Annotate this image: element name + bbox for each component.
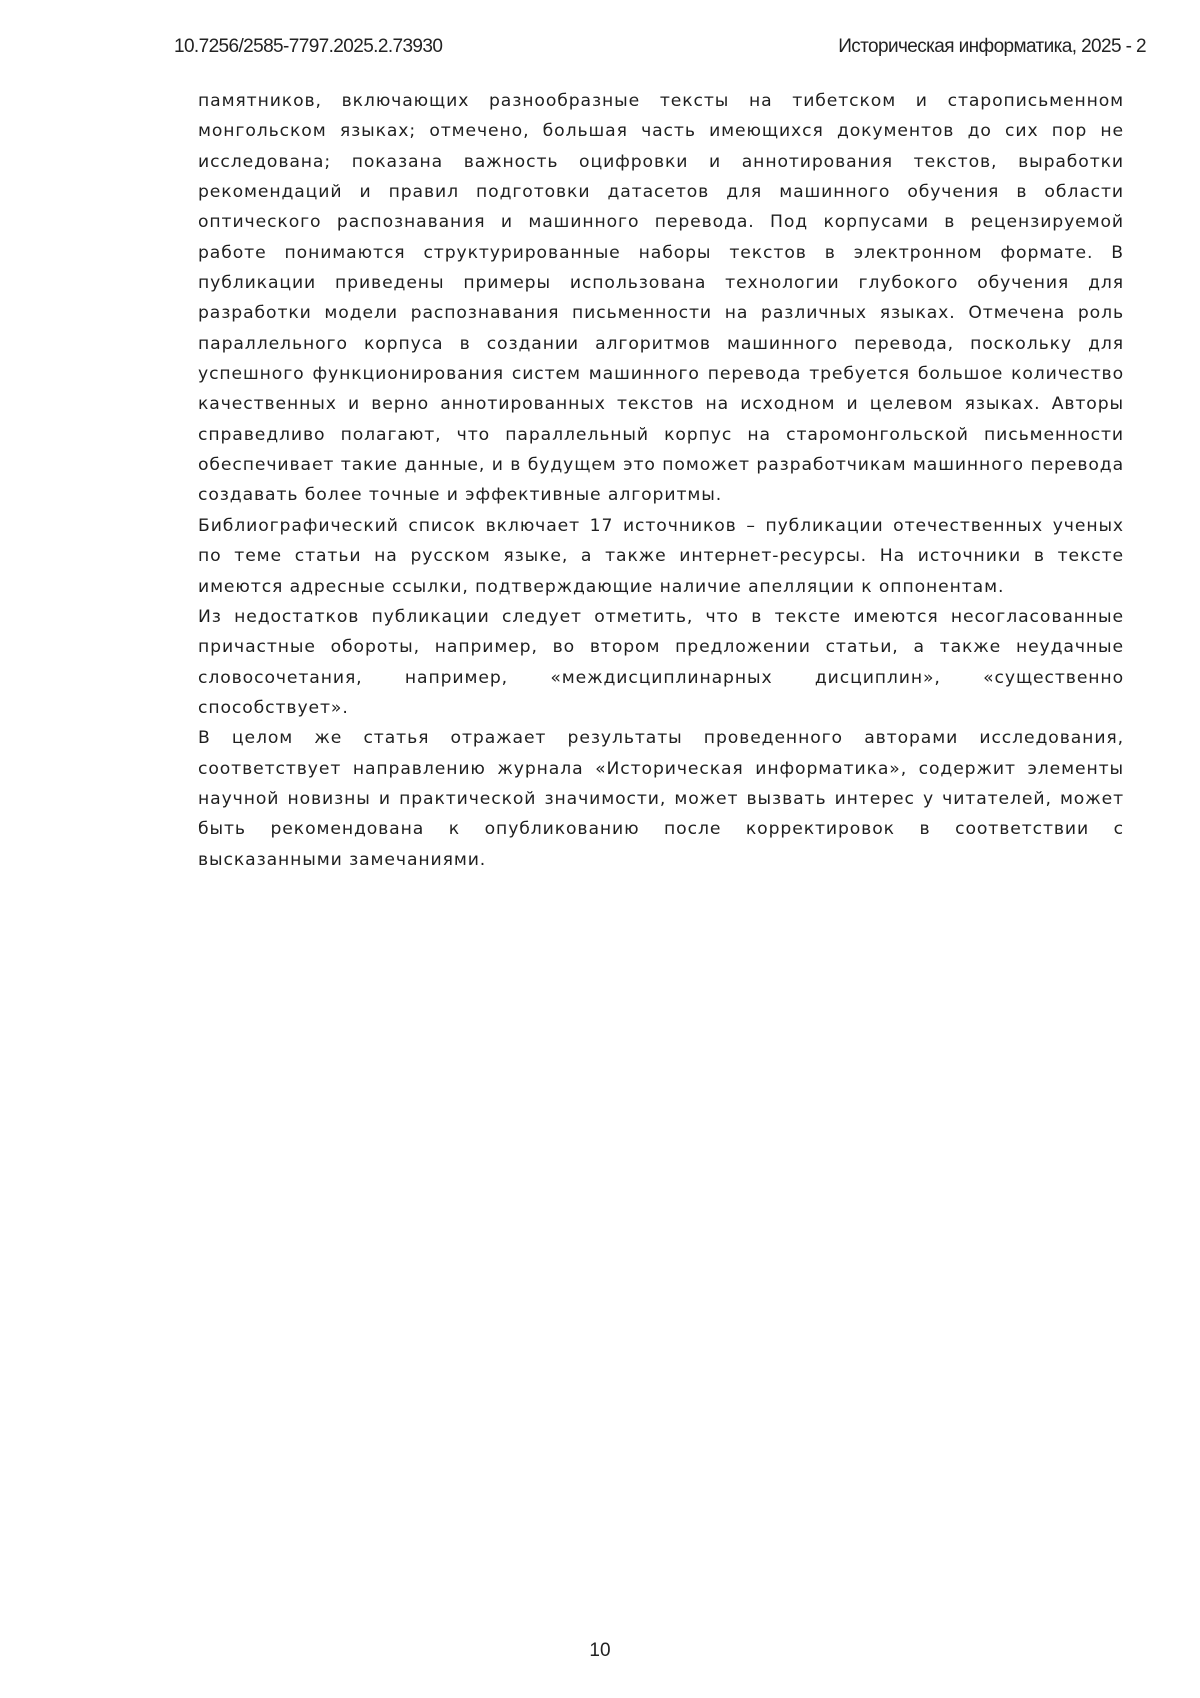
paragraph-shortcomings: Из недостатков публикации следует отметить, что в тексте имеются несогласованные причастные обороты, например, во втором предложении статьи, а также неудачные словосочетания, например, «междисциплинарных дисциплин», «существенно способствует».	[198, 606, 1124, 718]
paragraph-corpus-description: памятников, включающих разнообразные тексты на тибетском и старописьменном монгольском языках; отмечено, большая часть имеющихся документов до сих пор не исследована; показана важность оцифровки и аннотирования текстов, выработки рекомендаций и правил подготовки датасетов для машинного обучения в области оптического распознавания и машинного перевода. Под корпусами в рецензируемой работе понимаются структурированные наборы текстов в электронном формате. В публикации приведены примеры использована технологии глубокого обучения для разработки модели распознавания письменности на различных языках. Отмечена роль параллельного корпуса в создании алгоритмов машинного перевода, поскольку для успешного функционирования систем машинного перевода требуется большое количество качественных и верно аннотированных текстов на исходном и целевом языках. Авторы справедливо полагают, что параллельный корпус на старомонгольской письменности обеспечивает такие данные, и в будущем это поможет разработчикам машинного перевода создавать более точные и эффективные алгоритмы.	[198, 91, 1124, 506]
doi-label: 10.7256/2585-7797.2025.2.73930	[174, 36, 443, 57]
review-body	[198, 86, 1124, 875]
page-number: 10	[589, 1640, 611, 1661]
page-header	[174, 36, 1146, 60]
paragraph-bibliography: Библиографический список включает 17 источников – публикации отечественных ученых по теме статьи на русском языке, а также интернет-ресурсы. На источники в тексте имеются адресные ссылки, подтверждающие наличие апелляции к оппонентам.	[198, 515, 1124, 597]
paragraph-conclusion: В целом же статья отражает результаты проведенного авторами исследования, соответствует направлению журнала «Историческая информатика», содержит элементы научной новизны и практической значимости, может вызвать интерес у читателей, может быть рекомендована к опубликованию после корректировок в соответствии с высказанными замечаниями.	[198, 728, 1124, 870]
journal-title: Историческая информатика, 2025 - 2	[838, 36, 1146, 57]
